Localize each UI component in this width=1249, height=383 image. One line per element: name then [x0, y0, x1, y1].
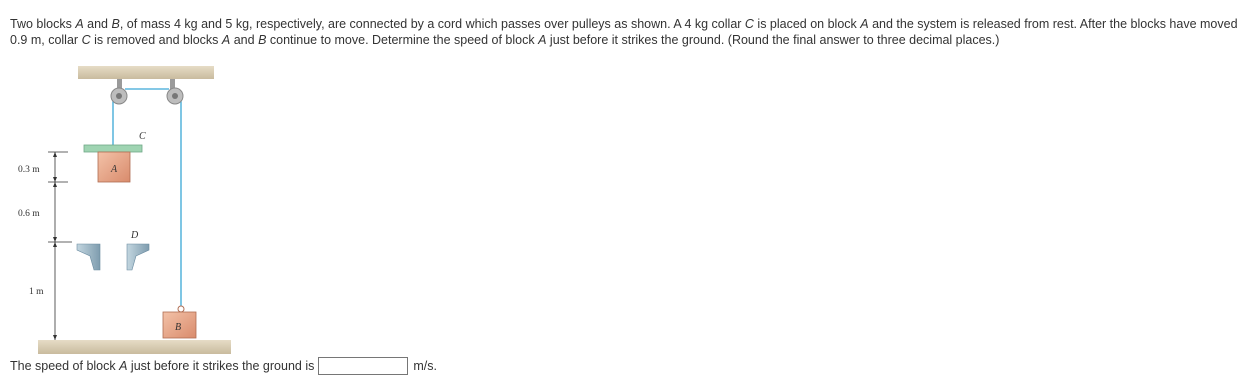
- bracket-left: [77, 244, 100, 270]
- ground: [38, 340, 231, 354]
- collar-c: [84, 145, 142, 152]
- pulley-system-figure: [0, 60, 240, 360]
- label-b: B: [175, 322, 182, 333]
- cord: [113, 89, 181, 306]
- hook-b: [178, 306, 184, 312]
- label-d: D: [131, 230, 139, 241]
- problem-statement: Two blocks A and B, of mass 4 kg and 5 kg, respectively, are connected by a cord which passes over pulleys as shown. A 4 kg collar C is placed on block A and the system is released from rest. After the blocks have moved 0.9 m, collar C is removed and blocks A and B continue to move. Determine the speed of block A just before it strikes the ground. (Round the final answer to three decimal places.): [10, 17, 1238, 47]
- speed-answer-input[interactable]: [318, 357, 408, 375]
- dimension-lines: [48, 152, 72, 340]
- dim-label-0-6: 0.6 m: [18, 209, 40, 219]
- answer-prompt: The speed of block A just before it strikes the ground is: [10, 359, 315, 373]
- label-c: C: [139, 131, 146, 142]
- pulley-right-icon: [167, 88, 183, 104]
- dim-label-0-3: 0.3 m: [18, 165, 40, 175]
- dim-label-1: 1 m: [29, 287, 44, 297]
- answer-row: [10, 356, 437, 376]
- bracket-right: [127, 244, 149, 270]
- label-a: A: [111, 164, 118, 175]
- pulley-left-icon: [111, 88, 127, 104]
- ceiling: [78, 66, 214, 79]
- answer-unit: m/s.: [413, 359, 437, 373]
